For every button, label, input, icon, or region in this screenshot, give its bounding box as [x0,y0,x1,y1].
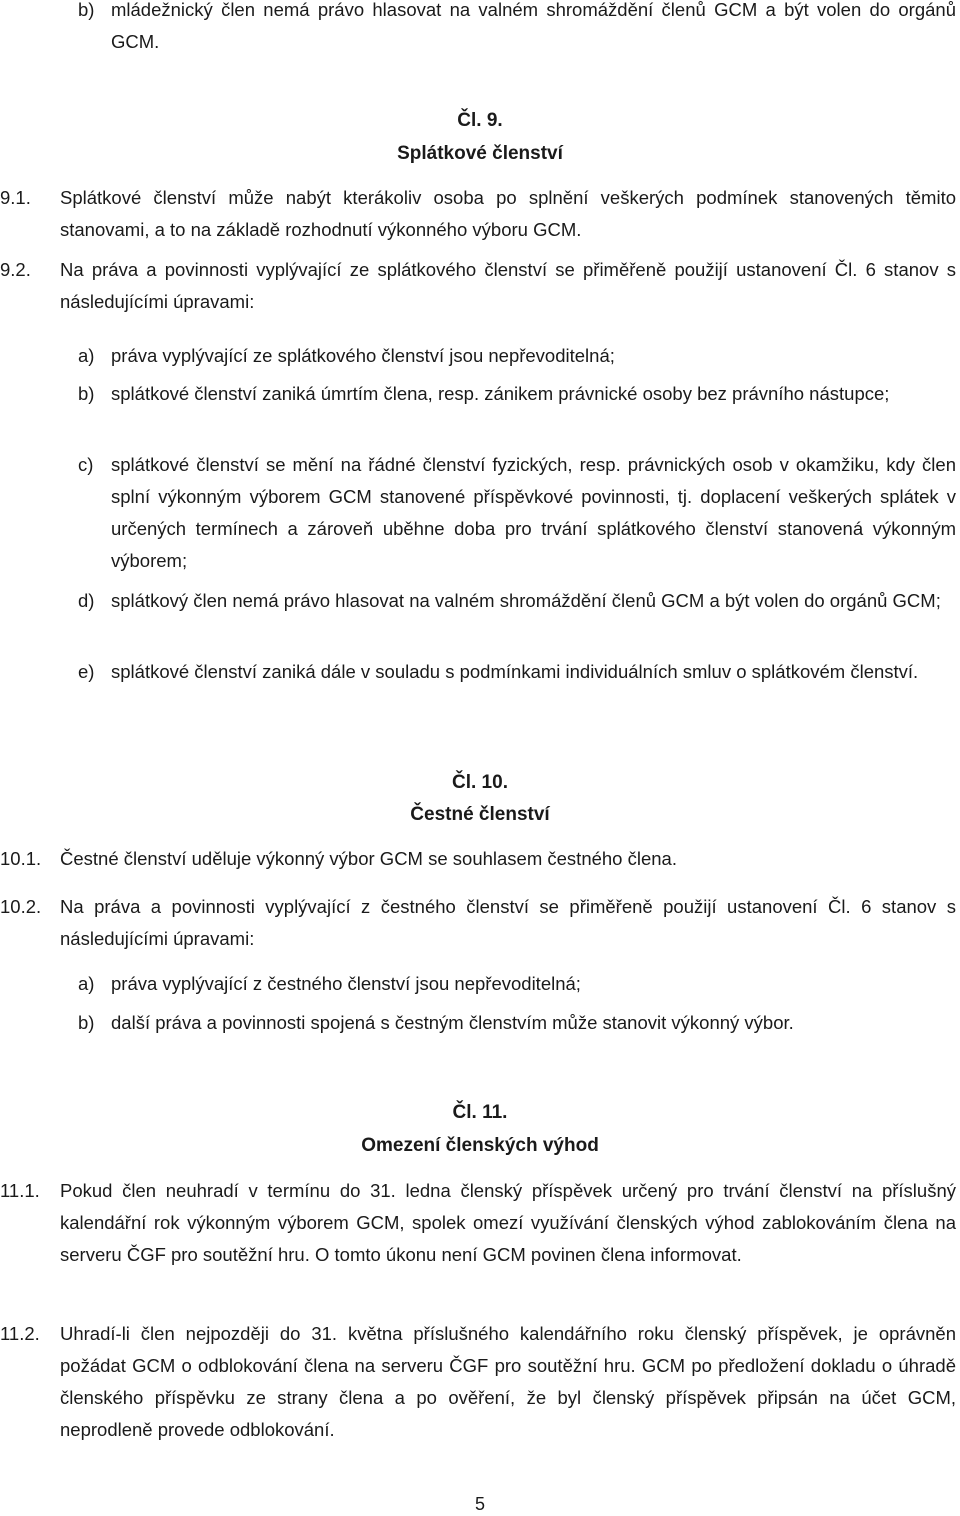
page-number: 5 [474,1494,485,1514]
list-label: b) [78,383,95,404]
list-item-text: splátkové členství zaniká úmrtím člena, resp. zánikem právnické osoby bez právního nástupce; [111,383,890,404]
article-10-title: Čestné členství [410,804,550,825]
paragraph-number: 9.2. [0,259,31,280]
paragraph-text: Na práva a povinnosti vyplývající z čestného členství se přiměřeně použijí ustanovení Čl. 6 stanov s následujícími úpravami: [60,896,956,949]
list-item-text: práva vyplývající ze splátkového členství jsou nepřevoditelná; [111,345,615,366]
article-11-heading: Čl. 11. [452,1102,508,1123]
list-label: b) [78,1012,95,1033]
list-label: a) [78,345,95,366]
list-item-text: splátkové členství zaniká dále v souladu s podmínkami individuálních smluv o splátkovém členství. [111,661,919,682]
paragraph-text: Čestné členství uděluje výkonný výbor GCM se souhlasem čestného člena. [60,848,677,869]
list-item-text: práva vyplývající z čestného členství jsou nepřevoditelná; [111,973,581,994]
paragraph-text: Na práva a povinnosti vyplývající ze splátkového členství se přiměřeně použijí ustanovení Čl. 6 stanov s následujícími úpravami: [60,259,956,312]
paragraph-text: Uhradí-li člen nejpozději do 31. května příslušného kalendářního roku členský příspěvek, je oprávněn požádat GCM o odblokování člena na serveru ČGF pro soutěžní hru. GCM po předložení dokladu o úhradě členského příspěvku ze strany člena a po ověření, že byl členský příspěvek připsán na účet GCM, neprodleně provede odblokování. [60,1323,956,1440]
list-label: a) [78,973,95,994]
list-label: c) [78,454,94,475]
article-10-heading: Čl. 10. [452,772,508,793]
list-item-text: mládežnický člen nemá právo hlasovat na valném shromáždění členů GCM a být volen do orgánů GCM. [111,0,956,52]
paragraph-number: 10.2. [0,896,42,917]
list-label: e) [78,661,95,682]
list-label: d) [78,590,95,611]
list-item-text: další práva a povinnosti spojená s čestným členstvím může stanovit výkonný výbor. [111,1012,794,1033]
paragraph-number: 10.1. [0,848,42,869]
paragraph-number: 11.2. [0,1323,40,1344]
paragraph-number: 9.1. [0,187,31,208]
article-9-heading: Čl. 9. [457,110,503,131]
paragraph-number: 11.1. [0,1180,40,1201]
list-item-text: splátkové členství se mění na řádné členství fyzických, resp. právnických osob v okamžiku, kdy člen splní výkonným výborem GCM stanovené příspěvkové povinnosti, tj. doplacení veškerých splátek v určených termínech a zároveň uběhne doba pro trvání splátkového členství stanovená výkonným výborem; [111,454,956,571]
list-label: b) [78,0,95,20]
list-item-text: splátkový člen nemá právo hlasovat na valném shromáždění členů GCM a být volen do orgánů GCM; [111,590,941,611]
article-9-title: Splátkové členství [397,143,563,164]
article-11-title: Omezení členských výhod [361,1135,599,1156]
paragraph-text: Splátkové členství může nabýt kterákoliv osoba po splnění veškerých podmínek stanovených těmito stanovami, a to na základě rozhodnutí výkonného výboru GCM. [60,187,956,240]
paragraph-text: Pokud člen neuhradí v termínu do 31. ledna členský příspěvek určený pro trvání členství na příslušný kalendářní rok výkonným výborem GCM, spolek omezí využívání členských výhod zablokováním člena na serveru ČGF pro soutěžní hru. O tomto úkonu není GCM povinen člena informovat. [60,1180,956,1265]
